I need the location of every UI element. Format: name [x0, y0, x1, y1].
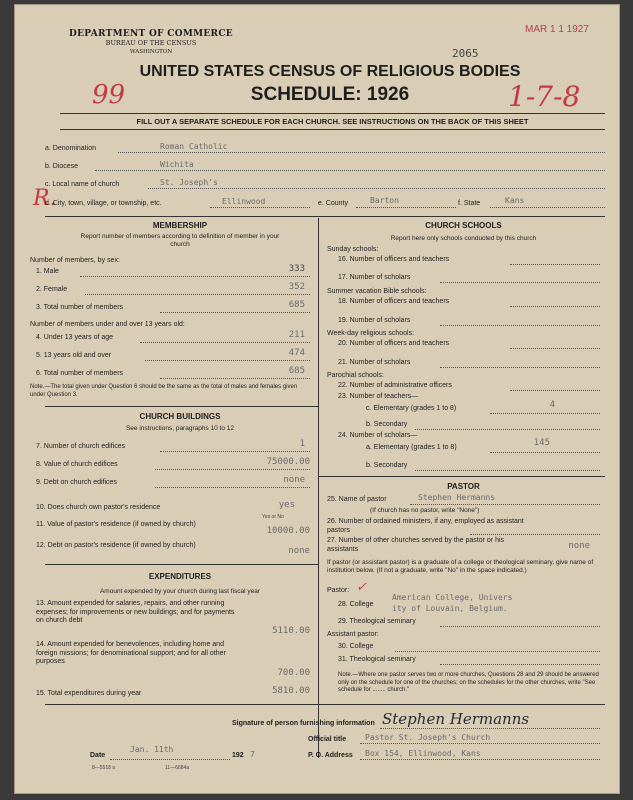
bureau-name: BUREAU OF THE CENSUS [105, 39, 197, 47]
instruction-banner: FILL OUT A SEPARATE SCHEDULE FOR EACH CHURCH. SEE INSTRUCTIONS ON THE BACK OF THIS SHEET [60, 113, 605, 130]
dotted-line [148, 188, 605, 189]
city-name: WASHINGTON [129, 49, 173, 55]
q22-label: 22. Number of administrative officers [338, 382, 452, 389]
po-address-value: Box 154, Ellinwood, Kans [365, 749, 481, 758]
dotted-line [440, 626, 600, 627]
print-number: 11—6684a [165, 765, 190, 771]
dotted-line [415, 429, 600, 430]
dotted-line [490, 207, 605, 208]
q11-label: 11. Value of pastor's residence (if owned by church) [36, 521, 196, 528]
section-top-rule [45, 216, 605, 217]
dotted-line [415, 470, 600, 471]
q20-label: 20. Number of officers and teachers [338, 340, 450, 347]
q15-label: 15. Total expenditures during year [36, 690, 142, 697]
q5-over13-value: 474 [288, 348, 305, 358]
q10-value: yes [278, 500, 295, 510]
signature-label: Signature of person furnishing information [232, 720, 375, 727]
dotted-line [395, 651, 600, 652]
college-value-line2: ity of Louvain, Belgium. [392, 604, 508, 613]
q8-value: 75000.00 [266, 457, 310, 467]
dotted-line [140, 342, 310, 343]
dotted-line [110, 759, 230, 760]
q10-label: 10. Does church own pastor's residence [36, 504, 161, 511]
college-value-line1: American College, Univers [392, 593, 513, 602]
age-intro-label: Number of members under and over 13 years old: [30, 321, 185, 328]
pastor-heading: PASTOR [447, 482, 480, 491]
dotted-line [155, 469, 310, 470]
members-by-sex-label: Number of members, by sex: [30, 257, 120, 264]
church-name-label: c. Local name of church [45, 181, 120, 188]
denomination-value: Roman Catholic [160, 142, 228, 151]
q8-label: 8. Value of church edifices [36, 461, 118, 468]
q12-value: none [288, 546, 310, 556]
dotted-line [470, 534, 600, 535]
q31-label: 31. Theological seminary [338, 656, 416, 663]
expenditures-heading: EXPENDITURES [148, 572, 212, 581]
q19-label: 19. Number of scholars [338, 317, 411, 324]
membership-heading: MEMBERSHIP [152, 221, 208, 230]
dotted-line [510, 390, 600, 391]
summer-label: Summer vacation Bible schools: [327, 288, 427, 295]
dotted-line [210, 207, 310, 208]
q7-label: 7. Number of church edifices [36, 443, 126, 450]
section-rule [45, 406, 318, 407]
dotted-line [380, 728, 600, 729]
dotted-line [160, 378, 310, 379]
dotted-line [510, 264, 600, 265]
pastor-name-value: Stephen Hermanns [418, 493, 496, 502]
q1-male-value: 333 [288, 264, 305, 274]
dotted-line [440, 282, 600, 283]
q23-label: 23. Number of teachers— [338, 393, 419, 400]
handwritten-99: 99 [92, 80, 126, 110]
q6-total-value: 685 [288, 366, 305, 376]
pastor-signature: Stephen Hermanns [382, 710, 530, 728]
dotted-line [490, 413, 600, 414]
q18-label: 18. Number of officers and teachers [338, 298, 450, 305]
dotted-line [95, 170, 605, 171]
q14-value: 700.00 [277, 668, 310, 678]
q1-male-label: 1. Male [36, 268, 59, 275]
weekday-label: Week-day religious schools: [327, 330, 415, 337]
sunday-label: Sunday schools: [327, 246, 379, 253]
dotted-line [510, 306, 600, 307]
q6-total-label: 6. Total number of members [36, 370, 124, 377]
q15-value: 5810.00 [272, 686, 310, 696]
q24b-label: b. Secondary [366, 462, 408, 469]
buildings-sub: See instructions, paragraphs 10 to 12 [125, 425, 235, 432]
q3-total-value: 685 [288, 300, 305, 310]
dotted-line [360, 743, 600, 744]
pastor-note: Note.—Where one pastor serves two or more churches, Questions 28 and 29 should be answered only on the schedule for one of the churches; on the schedules for the other churches, write "See schedule for ........ church." [338, 672, 599, 693]
expenditures-sub: Amount expended by your church during last fiscal year [99, 588, 261, 595]
q24-label: 24. Number of scholars— [338, 432, 418, 439]
county-label: e. County [318, 200, 348, 207]
graduate-note: If pastor (or assistant pastor) is a graduate of a college or theological seminary, give name of institution below. (If not a graduate, write "No" in the space indicated.) [327, 559, 594, 574]
q17-label: 17. Number of scholars [338, 274, 411, 281]
schools-heading: CHURCH SCHOOLS [425, 221, 502, 230]
q2-female-value: 352 [288, 282, 305, 292]
handwritten-r: R. [33, 186, 57, 211]
form-number: 8—5518 a [92, 765, 116, 771]
form-title: UNITED STATES CENSUS OF RELIGIOUS BODIES [139, 63, 521, 80]
q9-value: none [283, 475, 305, 485]
diocese-value: Wichita [160, 160, 194, 169]
asst-pastor-label: Assistant pastor: [327, 631, 379, 638]
q25-hint: (If church has no pastor, write "None") [370, 507, 480, 514]
denomination-label: a. Denomination [45, 145, 96, 152]
q2-female-label: 2. Female [36, 286, 68, 293]
q5-over13-label: 5. 13 years old and over [36, 352, 112, 359]
q23c-value: 4 [549, 400, 555, 410]
q12-label: 12. Debt on pastor's residence (if owned by church) [36, 542, 196, 549]
q28-label: 28. College [338, 601, 374, 608]
dotted-line [80, 276, 310, 277]
q16-label: 16. Number of officers and teachers [338, 256, 450, 263]
q25-label: 25. Name of pastor [327, 496, 387, 503]
q10-hint: Yes or No [262, 514, 284, 520]
schools-sub: Report here only schools conducted by this church [390, 235, 537, 242]
dotted-line [490, 452, 600, 453]
dotted-line [360, 759, 600, 760]
dotted-line [510, 348, 600, 349]
q7-value: 1 [299, 439, 305, 449]
dotted-line [440, 325, 600, 326]
diocese-label: b. Diocese [45, 163, 79, 170]
schedule-title: SCHEDULE: 1926 [250, 84, 410, 105]
q9-label: 9. Debt on church edifices [36, 479, 117, 486]
q26-label: 26. Number of ordained ministers, if any, employed as assistant pastors [327, 518, 524, 534]
section-rule [45, 564, 318, 565]
section-bottom-rule [45, 704, 605, 705]
official-title-value: Pastor St. Joseph's Church [365, 733, 491, 742]
q29-label: 29. Theological seminary [338, 618, 416, 625]
official-title-label: Official title [308, 736, 347, 743]
department-header [66, 30, 236, 57]
q4-under13-label: 4. Under 13 years of age [36, 334, 114, 341]
pastor-sub-label: Pastor: [327, 587, 350, 594]
pastor-checkmark: ✓ [356, 580, 367, 595]
schedule-number-stamp: 2065 [452, 47, 479, 60]
q3-total-label: 3. Total number of members [36, 304, 124, 311]
dotted-line [145, 360, 310, 361]
q24a-label: a. Elementary (grades 1 to 8) [366, 444, 457, 451]
date-value: Jan. 11th [130, 745, 174, 754]
dotted-line [356, 207, 456, 208]
q27-value: none [568, 541, 590, 551]
dotted-line [160, 312, 310, 313]
po-address-label: P. O. Address [308, 752, 353, 759]
q30-label: 30. College [338, 643, 374, 650]
membership-intro: Report number of members according to definition of member in your church [80, 233, 280, 248]
q11-value: 10000.00 [266, 526, 310, 536]
q23b-label: b. Secondary [366, 421, 408, 428]
county-value: Barton [370, 196, 399, 205]
department-name: DEPARTMENT OF COMMERCE [69, 29, 233, 39]
dotted-line [440, 664, 600, 665]
received-date-stamp: MAR 1 1 1927 [525, 24, 589, 35]
dotted-line [410, 504, 600, 505]
q23c-label: c. Elementary (grades 1 to 8) [366, 405, 457, 412]
date-label: Date [90, 752, 106, 759]
city-label: d. City, town, village, or township, etc. [45, 200, 162, 207]
q27-label: 27. Number of other churches served by the pastor or his assistants [327, 537, 505, 553]
parochial-label: Parochial schools: [327, 372, 384, 379]
state-value: Kans [505, 196, 525, 205]
year-digit: 7 [250, 750, 255, 759]
year-label: 192 [232, 752, 244, 759]
q13-label: 13. Amount expended for salaries, repairs, and other running expenses; for improvements or new buildings; and for payments on church debt [36, 600, 235, 624]
q14-label: 14. Amount expended for benevolences, including home and foreign missions; for denominational support; and for all other purposes [36, 641, 226, 665]
dotted-line [440, 367, 600, 368]
q24a-value: 145 [533, 438, 550, 448]
q21-label: 21. Number of scholars [338, 359, 411, 366]
handwritten-code: 1-7-8 [508, 80, 581, 113]
buildings-heading: CHURCH BUILDINGS [139, 412, 221, 421]
q13-value: 5110.00 [272, 626, 310, 636]
dotted-line [160, 451, 310, 452]
city-value: Ellinwood [222, 197, 266, 206]
dotted-line [85, 294, 310, 295]
q4-under13-value: 211 [288, 330, 305, 340]
church-name-value: St. Joseph's [160, 178, 218, 187]
dotted-line [118, 152, 605, 153]
section-rule [318, 476, 605, 477]
column-divider [318, 218, 319, 758]
state-label: f. State [458, 200, 481, 207]
membership-note: Note.—The total given under Question 6 should be the same as the total of males and females given under Question 3. [30, 384, 298, 398]
dotted-line [155, 487, 310, 488]
